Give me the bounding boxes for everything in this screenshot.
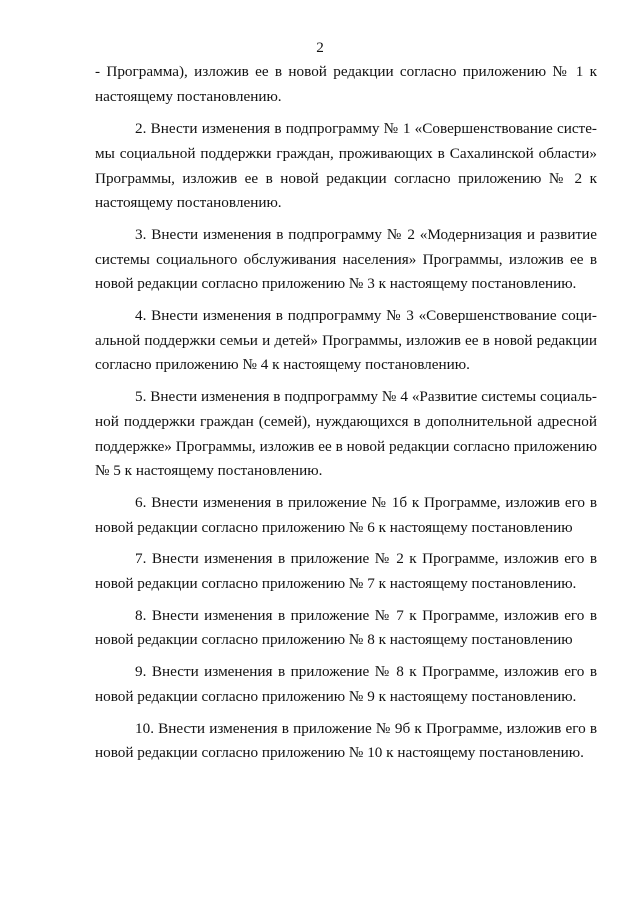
paragraph-line: Программы, изложив ее в новой редакции согласно приложению № 2 к xyxy=(95,170,597,187)
paragraph-line: - Программа), изложив ее в новой редакции согласно приложению № 1 к xyxy=(95,63,597,80)
paragraph-line: 3. Внести изменения в подпрограмму № 2 «Модернизация и развитие xyxy=(135,226,597,243)
paragraph-line: ной поддержки граждан (семей), нуждающихся в дополнительной адресной xyxy=(95,413,597,430)
paragraph-line: новой редакции согласно приложению № 6 к настоящему постановлению xyxy=(95,519,573,536)
paragraph-line: 6. Внести изменения в приложение № 1б к Программе, изложив его в xyxy=(135,494,597,511)
paragraph-line: новой редакции согласно приложению № 3 к настоящему постановлению. xyxy=(95,275,577,292)
paragraph-line: 8. Внести изменения в приложение № 7 к Программе, изложив его в xyxy=(135,607,597,624)
paragraph-line: мы социальной поддержки граждан, проживающих в Сахалинской области» xyxy=(95,145,597,162)
paragraph-line: новой редакции согласно приложению № 8 к настоящему постановлению xyxy=(95,631,573,648)
paragraph-line: 7. Внести изменения в приложение № 2 к Программе, изложив его в xyxy=(135,550,597,567)
paragraph-line: новой редакции согласно приложению № 9 к настоящему постановлению. xyxy=(95,688,577,705)
paragraph-line: системы социального обслуживания населения» Программы, изложив ее в xyxy=(95,251,597,268)
paragraph-line: поддержке» Программы, изложив ее в новой редакции согласно приложению xyxy=(95,438,597,455)
paragraph-line: новой редакции согласно приложению № 7 к настоящему постановлению. xyxy=(95,575,577,592)
paragraph-line: 10. Внести изменения в приложение № 9б к Программе, изложив его в xyxy=(135,720,597,737)
paragraph-line: новой редакции согласно приложению № 10 к настоящему постановлению. xyxy=(95,744,584,761)
paragraph-line: настоящему постановлению. xyxy=(95,194,282,211)
paragraph-line: согласно приложению № 4 к настоящему постановлению. xyxy=(95,356,470,373)
paragraph-line: № 5 к настоящему постановлению. xyxy=(95,462,323,479)
paragraph-line: 9. Внести изменения в приложение № 8 к Программе, изложив его в xyxy=(135,663,597,680)
paragraph-line: 2. Внести изменения в подпрограмму № 1 «Совершенствование систе- xyxy=(135,120,597,137)
page-number: 2 xyxy=(316,39,324,56)
paragraph-line: альной поддержки семьи и детей» Программы, изложив ее в новой редакции xyxy=(95,332,597,349)
paragraph-line: настоящему постановлению. xyxy=(95,88,282,105)
paragraph-line: 5. Внести изменения в подпрограмму № 4 «Развитие системы социаль- xyxy=(135,388,597,405)
paragraph-line: 4. Внести изменения в подпрограмму № 3 «Совершенствование соци- xyxy=(135,307,597,324)
